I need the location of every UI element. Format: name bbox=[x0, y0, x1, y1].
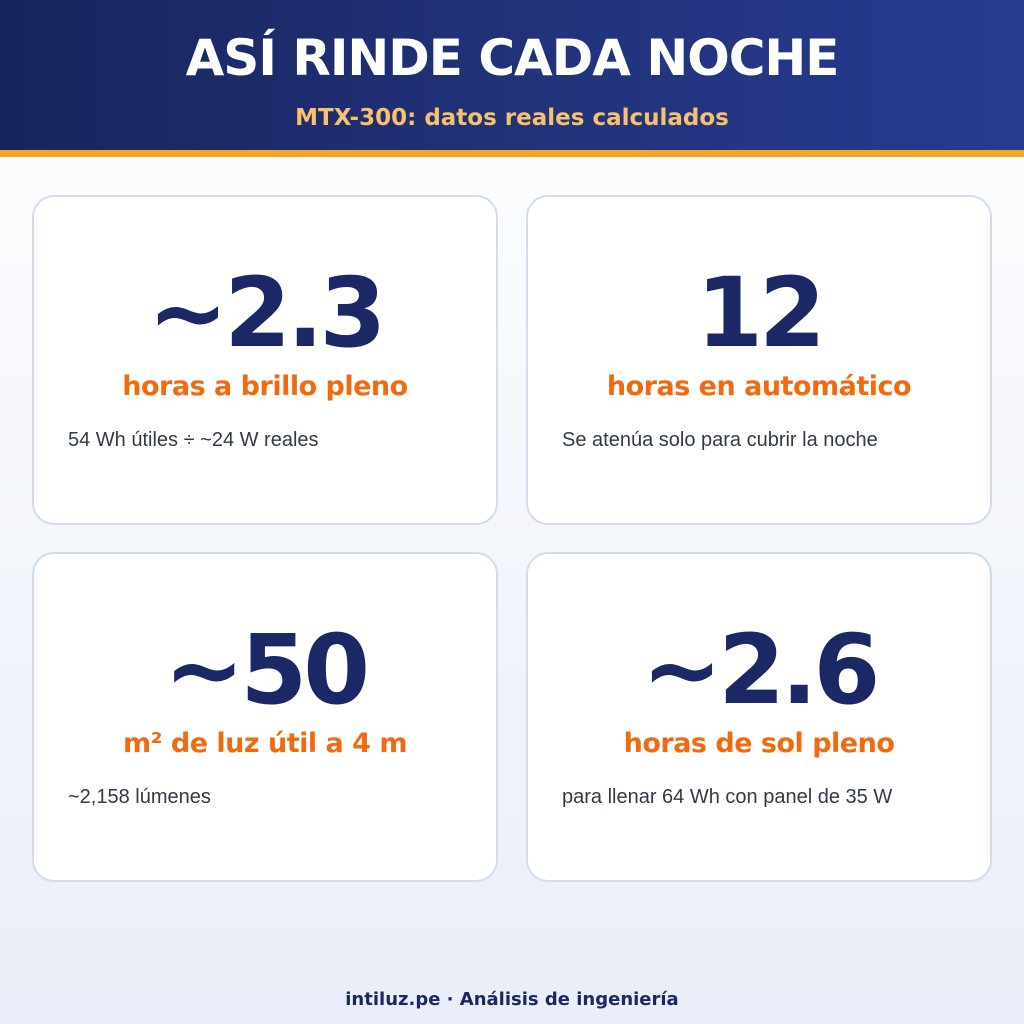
stat-value: 12 bbox=[696, 257, 822, 369]
footer-credit: intiluz.pe · Análisis de ingeniería bbox=[345, 989, 679, 1010]
page-title: ASÍ RINDE CADA NOCHE bbox=[185, 29, 839, 87]
stat-card-auto-hours bbox=[526, 195, 992, 525]
stat-value: ~2.6 bbox=[641, 614, 877, 726]
stat-value: ~2.3 bbox=[147, 257, 383, 369]
stat-value: ~50 bbox=[163, 614, 367, 726]
stat-card-brightness-hours bbox=[32, 195, 498, 525]
stat-note: ~2,158 lúmenes bbox=[68, 786, 211, 808]
stat-card-light-area bbox=[32, 552, 498, 882]
stat-label: m² de luz útil a 4 m bbox=[123, 728, 407, 759]
stat-card-sun-hours bbox=[526, 552, 992, 882]
stat-label: horas de sol pleno bbox=[623, 728, 895, 759]
page-subtitle: MTX-300: datos reales calculados bbox=[295, 105, 729, 131]
header-accent-stripe bbox=[0, 150, 1024, 157]
stat-note: 54 Wh útiles ÷ ~24 W reales bbox=[68, 429, 319, 451]
stat-label: horas en automático bbox=[606, 371, 912, 402]
stat-note: Se atenúa solo para cubrir la noche bbox=[562, 429, 878, 451]
stat-note: para llenar 64 Wh con panel de 35 W bbox=[562, 786, 893, 808]
header-banner bbox=[0, 0, 1024, 150]
stat-label: horas a brillo pleno bbox=[122, 371, 408, 402]
